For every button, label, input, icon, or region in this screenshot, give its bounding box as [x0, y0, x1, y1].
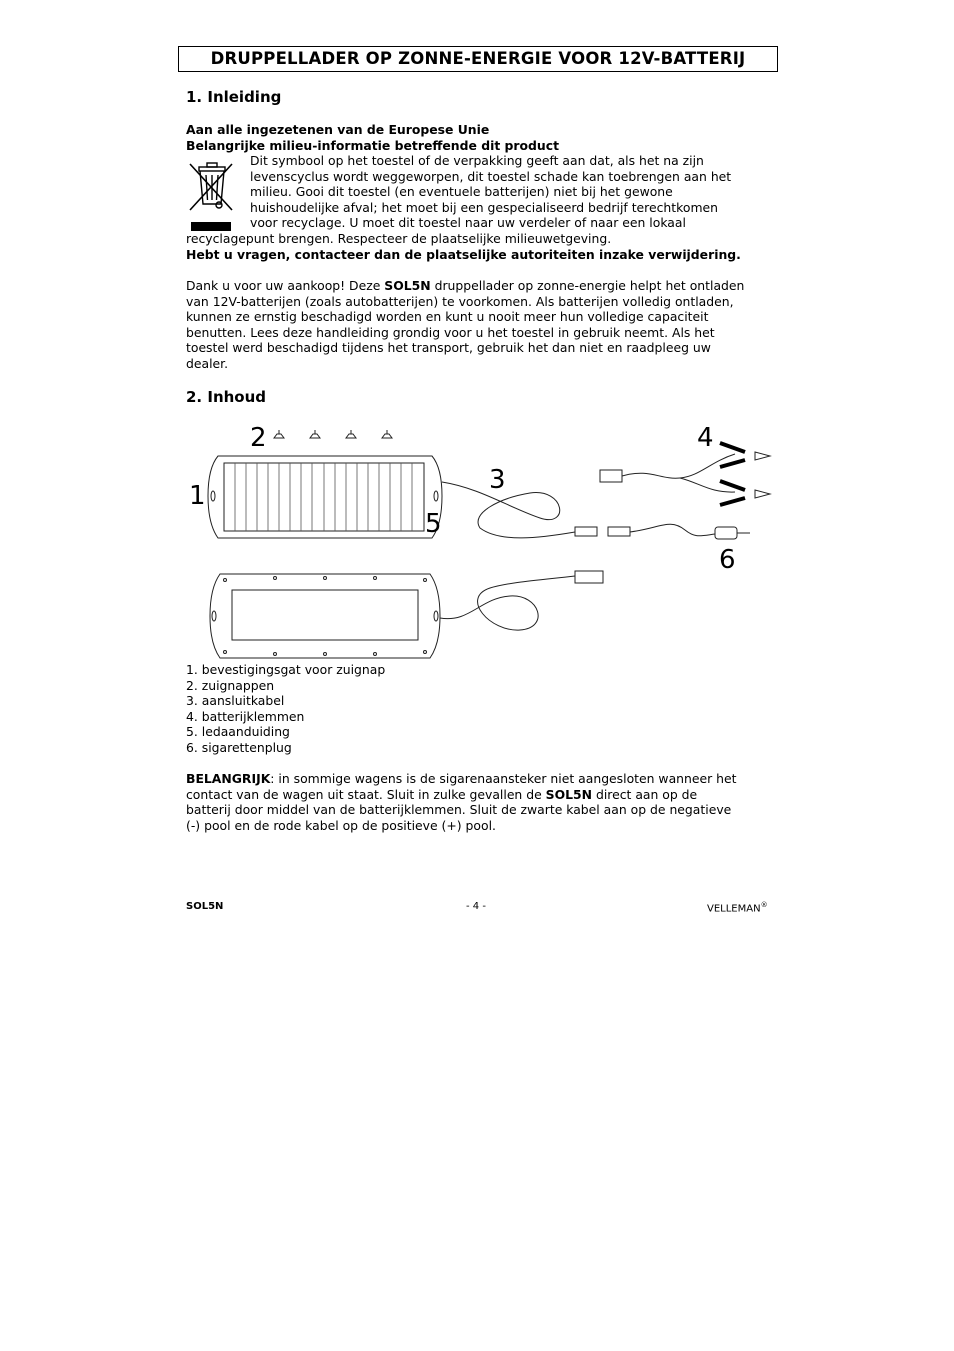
thanks-text: druppellader op zonne-energie helpt het ontladen: [430, 278, 745, 293]
eu-line-1: Aan alle ingezetenen van de Europese Unie: [186, 122, 490, 137]
env-bold-line: Hebt u vragen, contacteer dan de plaatselijke autoriteiten inzake verwijdering.: [186, 246, 741, 262]
thanks-line: van 12V-batterijen (zoals autobatterijen) te voorkomen. Als batterijen volledig ontladen,: [186, 293, 734, 309]
callout-3: 3: [489, 465, 506, 495]
callout-6: 6: [719, 545, 736, 575]
product-code: SOL5N: [545, 786, 593, 802]
important-line: batterij door middel van de batterijklemmen. Sluit de zwarte kabel aan op de negatieve: [186, 802, 732, 818]
important-line: [186, 771, 736, 787]
list-item: 5. ledaanduiding: [186, 724, 290, 740]
env-line: Dit symbool op het toestel of de verpakking geeft aan dat, als het na zijn: [250, 153, 704, 168]
callout-5: 5: [425, 509, 442, 539]
footer-model: SOL5N: [186, 901, 224, 912]
page-title: DRUPPELLADER OP ZONNE-ENERGIE VOOR 12V-BATTERIJ: [178, 46, 778, 72]
section-heading-inhoud: 2. Inhoud: [186, 388, 267, 406]
env-line: levenscyclus wordt weggeworpen, dit toestel schade kan toebrengen aan het: [250, 168, 732, 184]
callout-1: 1: [189, 481, 206, 511]
thanks-line: [186, 278, 744, 294]
product-illustration: [180, 418, 780, 664]
list-item: 6. sigarettenplug: [186, 739, 292, 755]
list-item: 4. batterijklemmen: [186, 708, 305, 724]
callout-2: 2: [250, 423, 267, 453]
footer-brand: [707, 901, 768, 914]
list-item: 3. aansluitkabel: [186, 693, 285, 709]
eu-line-2: Belangrijke milieu-informatie betreffende dit product: [186, 137, 560, 153]
product-code: SOL5N: [384, 278, 431, 293]
legend-list: [186, 662, 385, 756]
weee-bin-icon: [186, 158, 238, 234]
env-line: milieu. Gooi dit toestel (en eventuele batterijen) niet bij het gewone: [250, 184, 673, 200]
important-text: : in sommige wagens is de sigarenaansteker niet aangesloten wanneer het: [270, 771, 737, 786]
important-line: (-) pool en de rode kabel op de positieve (+) pool.: [186, 817, 496, 833]
important-text: contact van de wagen uit staat. Sluit in zulke gevallen de: [186, 786, 546, 802]
footer-page-number: - 4 -: [466, 901, 486, 912]
env-line: recyclagepunt brengen. Respecteer de plaatselijke milieuwetgeving.: [186, 231, 612, 246]
registered-mark: ®: [760, 901, 768, 909]
list-item: 2. zuignappen: [186, 677, 275, 693]
list-item: 1. bevestigingsgat voor zuignap: [186, 662, 386, 677]
env-line: huishoudelijke afval; het moet bij een gespecialiseerd bedrijf terechtkomen: [250, 199, 718, 215]
thanks-line: kunnen ze ernstig beschadigd worden en kunt u nooit meer hun volledige capaciteit: [186, 309, 709, 325]
important-line: [186, 787, 697, 803]
thanks-line: dealer.: [186, 356, 229, 371]
brand-name: VELLEMAN: [707, 903, 761, 915]
thanks-line: benutten. Lees deze handleiding grondig voor u het toestel in gebruik neemt. Als het: [186, 324, 715, 340]
important-text: direct aan op de: [592, 786, 698, 802]
section-heading-inleiding: 1. Inleiding: [186, 88, 282, 106]
thanks-line: toestel werd beschadigd tijdens het transport, gebruik het dan niet en raadpleeg uw: [186, 340, 711, 356]
important-label: BELANGRIJK: [186, 771, 271, 786]
env-line: voor recyclage. U moet dit toestel naar uw verdeler of naar een lokaal: [250, 215, 686, 231]
callout-4: 4: [697, 423, 714, 453]
thanks-text: Dank u voor uw aankoop! Deze: [186, 278, 385, 293]
